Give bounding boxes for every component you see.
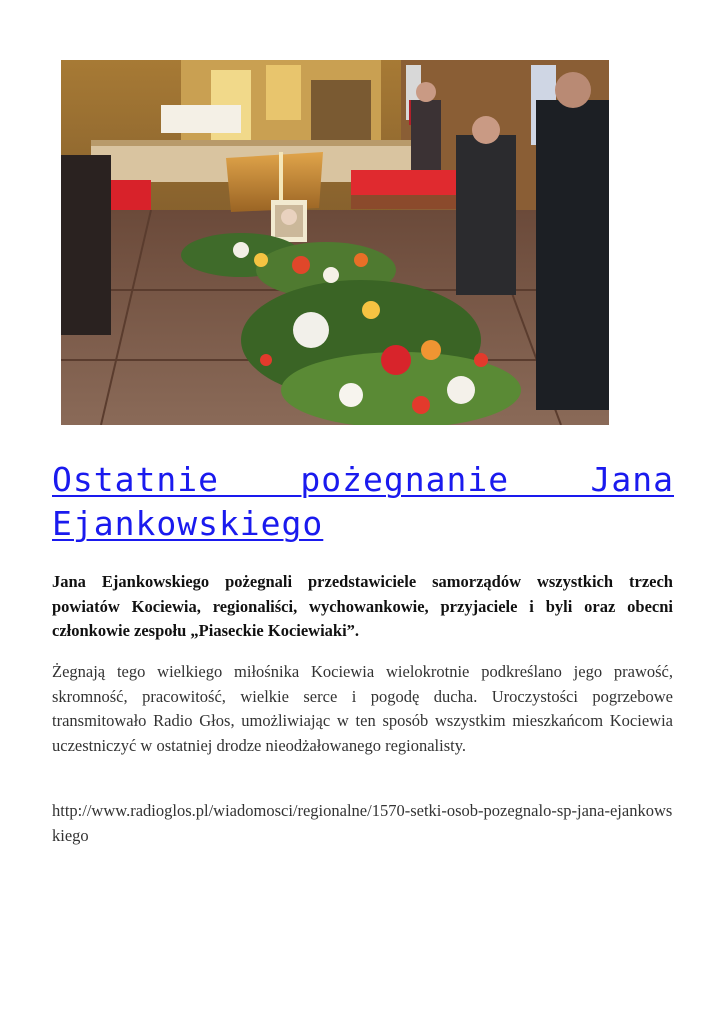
article-body: Żegnają tego wielkiego miłośnika Kociewia wielokrotnie podkreślano jego prawość, skromność, pracowitość, wielkie serce i pogodę ducha. Uroczystości pogrzebowe transmitowało Radio Głos, umożliwiając w ten sposób wszystkim mieszkańcom Kociewia uczestniczyć w ostatniej drodze nieodżałowanego regionalisty. [52, 662, 673, 755]
article-lead: Jana Ejankowskiego pożegnali przedstawiciele samorządów wszystkich trzech powiatów Kociewia, regionaliści, wychowankowie, przyjaciele i byli oraz obecni członkowie zespołu „Piaseckie Kociewiaki”. [52, 572, 673, 640]
source-url: http://www.radioglos.pl/wiadomosci/regionalne/1570-setki-osob-pozegnalo-sp-jana-ejankowskiego [52, 801, 673, 845]
article-title-link[interactable]: Ostatnie pożegnanie Jana Ejankowskiego [52, 460, 674, 543]
funeral-photo [61, 60, 609, 425]
article-title[interactable] [52, 458, 674, 546]
